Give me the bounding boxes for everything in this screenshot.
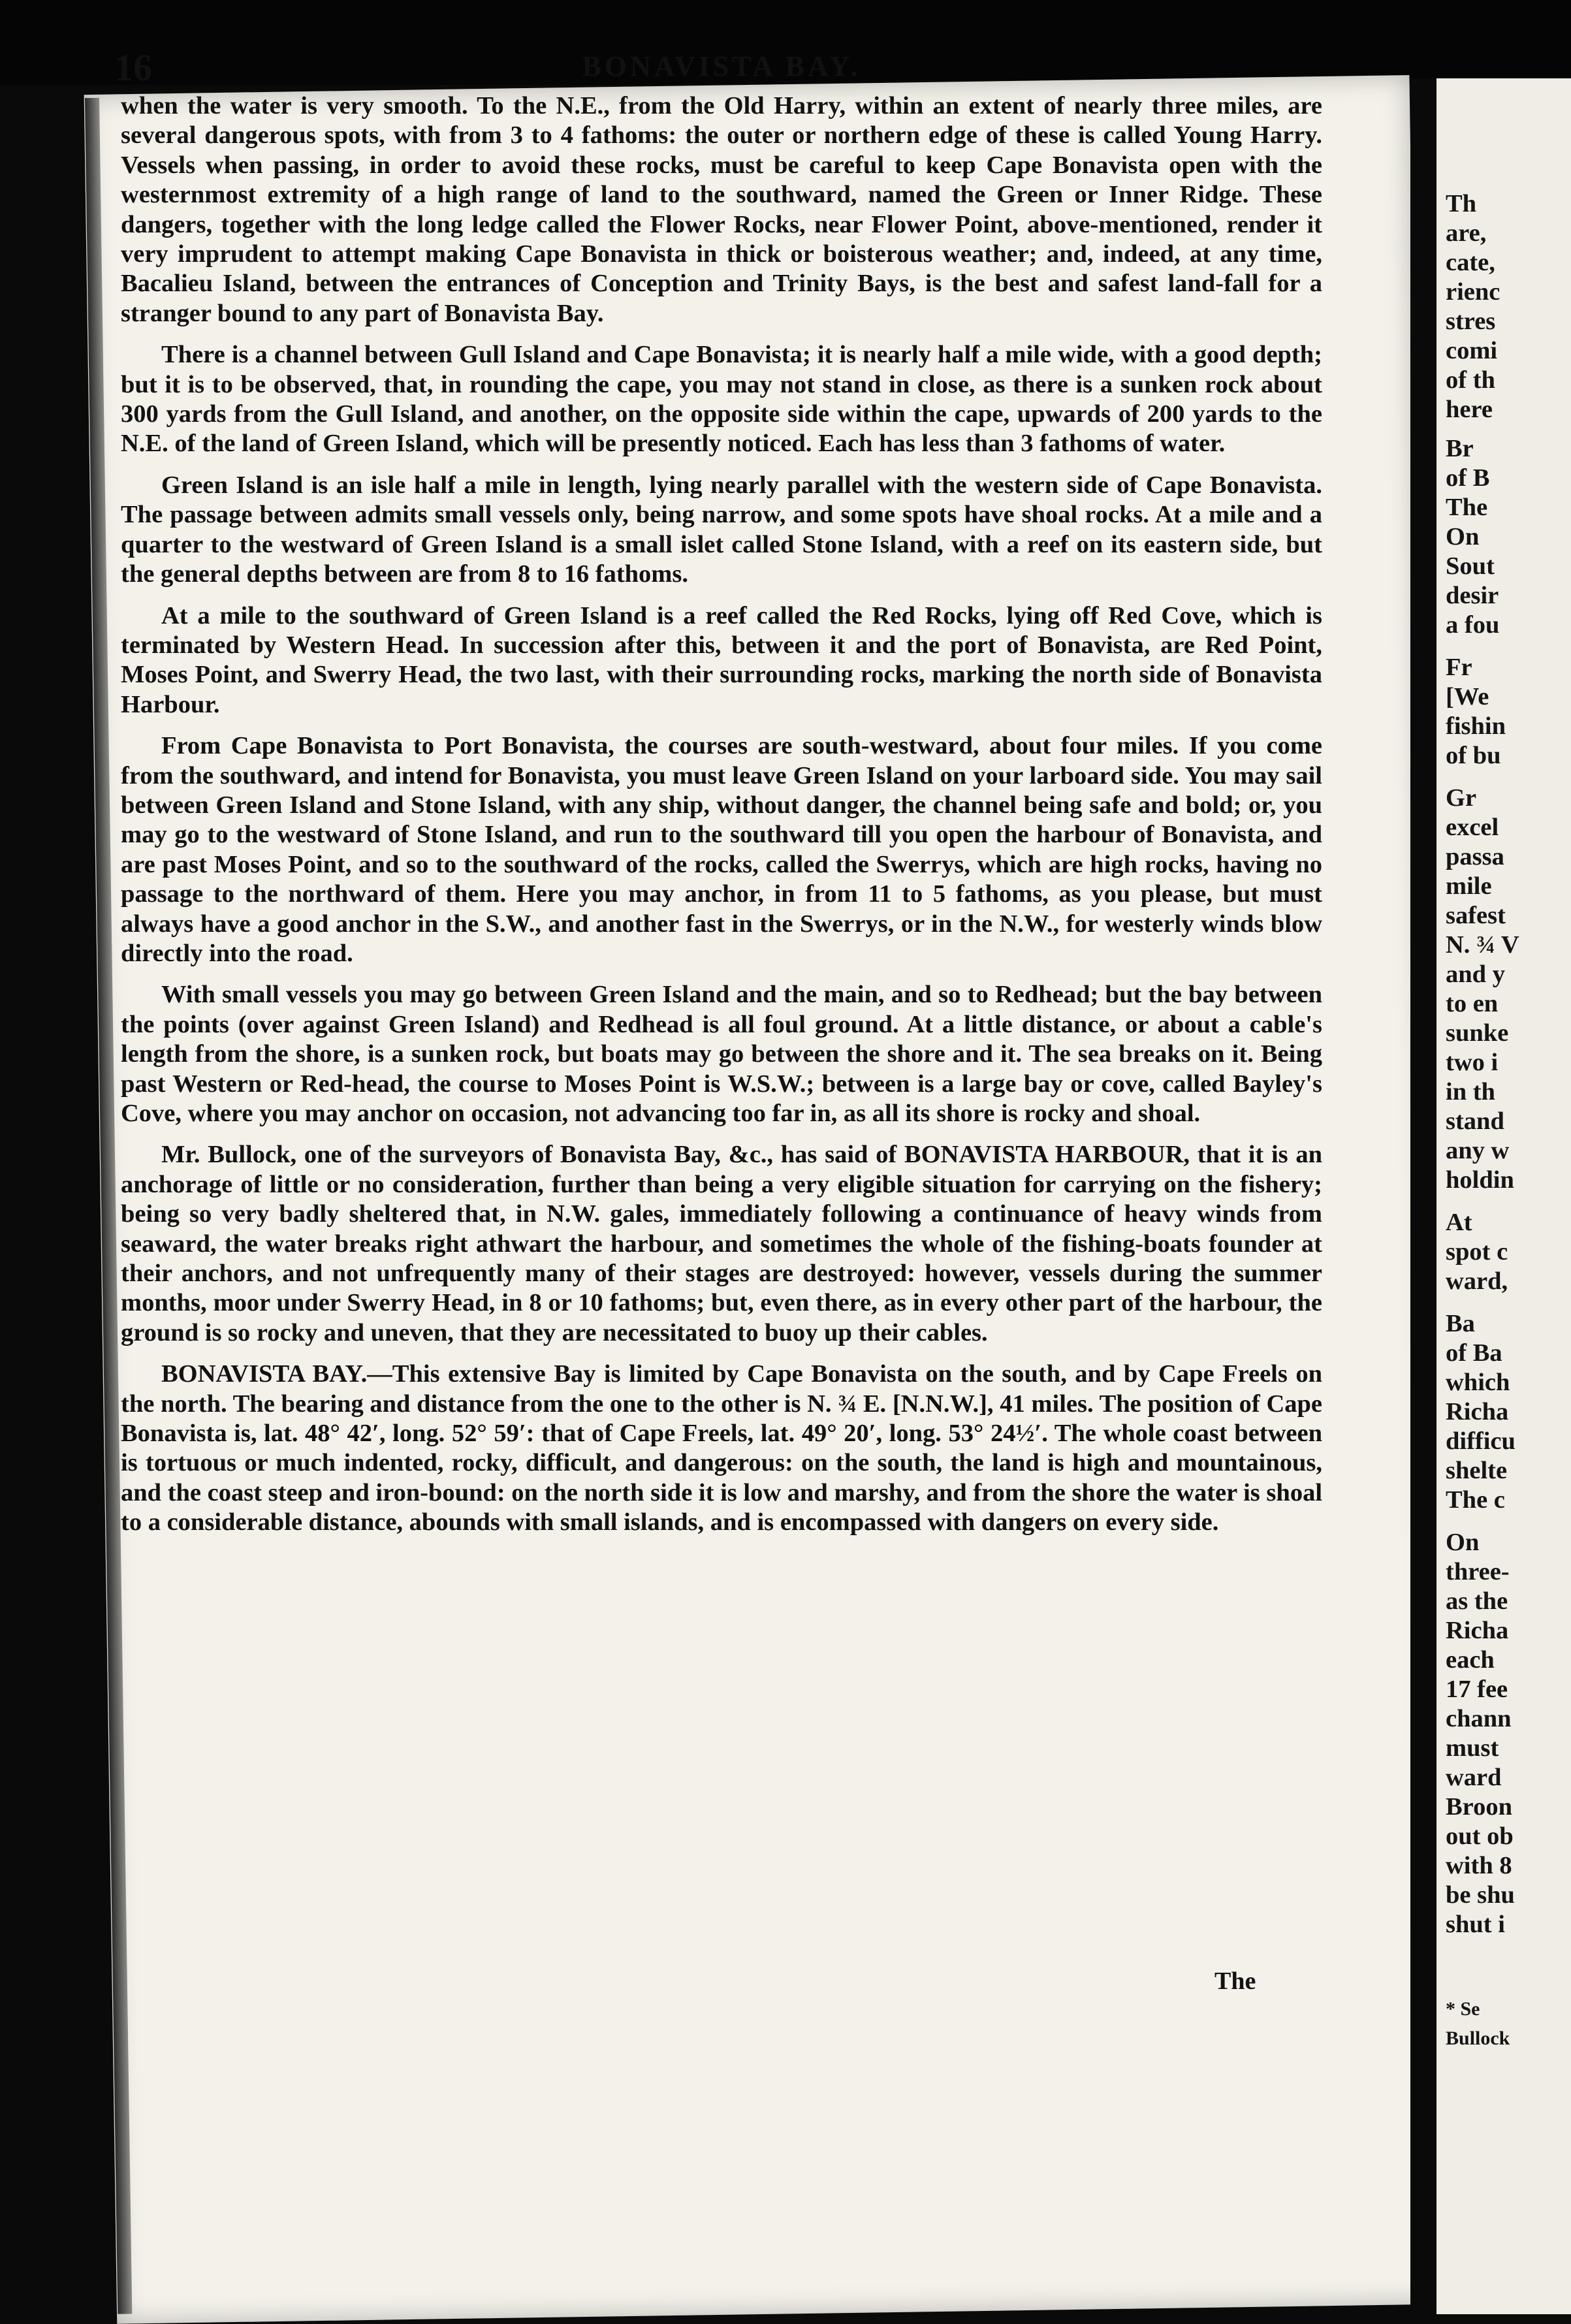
right-page-line: three-: [1446, 1558, 1510, 1585]
right-page-line: holdin: [1446, 1166, 1514, 1194]
paragraph: when the water is very smooth. To the N.E., from the Old Harry, within an extent of nearly three miles, are several dangerous spots, with from 3 to 4 fathoms: the outer or northern edge of these is called Young Harry. Vessels when passing, in order to avoid these rocks, must be careful to keep Cape Bonavista open with the westernmost extremity of a high range of land to the southward, named the Green or Inner Ridge. These dangers, together with the long ledge called the Flower Rocks, near Flower Point, above-mentioned, render it very imprudent to attempt making Cape Bonavista in thick or boisterous weather; and, indeed, at any time, Bacalieu Island, between the entrances of Conception and Trinity Bays, is the best and safest land-fall for a stranger bound to any part of Bonavista Bay.: [121, 92, 1322, 327]
right-page-line: Richa: [1446, 1398, 1509, 1425]
right-page-line: be shu: [1446, 1881, 1515, 1909]
book-gutter: [1410, 78, 1436, 2314]
running-title: BONAVISTA BAY.: [582, 50, 861, 82]
right-page-line: rienc: [1446, 278, 1500, 306]
right-page-line: Fr: [1446, 654, 1472, 681]
right-page-line: desir: [1446, 582, 1499, 609]
paragraph: BONAVISTA BAY.—This extensive Bay is limited by Cape Bonavista on the south, and by Cape Freels on the north. The bearing and distance from the one to the other is N. ¾ E. [N.N.W.], 41 miles. The position of Cape Bonavista is, lat. 48° 42′, long. 52° 59′: that of Cape Freels, lat. 49° 20′, long. 53° 24½′. The whole coast between is tortuous or much indented, rocky, difficult, and dangerous: on the south, the land is high and mountainous, and the coast steep and iron-bound: on the north side it is low and marshy, and from the shore the water is shoal to a considerable distance, abounds with small islands, and is encompassed with dangers on every side.: [121, 1360, 1323, 1536]
paragraph: Green Island is an isle half a mile in length, lying nearly parallel with the western side of Cape Bonavista. The passage between admits small vessels only, being narrow, and some spots have shoal rocks. At a mile and a quarter to the westward of Green Island is a small islet called Stone Island, with a reef on its eastern side, but the general depths between are from 8 to 16 fathoms.: [121, 471, 1322, 588]
paragraph: From Cape Bonavista to Port Bonavista, the courses are south-westward, about four miles. If you come from the southward, and intend for Bonavista, you must leave Green Island on your larboard side. You may sail between Green Island and Stone Island, with any ship, without danger, the channel being safe and bold; or, you may go to the westward of Stone Island, and run to the southward till you open the harbour of Bonavista, and are past Moses Point, and so to the southward of the rocks, called the Swerrys, which are high rocks, having no passage to the northward of them. Here you may anchor, in from 11 to 5 fathoms, as you please, but must always have a good anchor in the S.W., and another fast in the Swerrys, or in the N.W., for westerly winds blow directly into the road.: [121, 732, 1322, 967]
right-page-line: Ba: [1446, 1310, 1475, 1337]
right-page-line: in th: [1446, 1078, 1495, 1106]
catchword: The: [1214, 1967, 1256, 1995]
right-page-line: passa: [1446, 843, 1504, 870]
paragraph: At a mile to the southward of Green Island is a reef called the Red Rocks, lying off Red Cove, which is terminated by Western Head. In succession after this, between it and the port of Bonavista, are Red Point, Moses Point, and Swerry Head, the two last, with their surrounding rocks, marking the north side of Bonavista Harbour.: [121, 601, 1322, 718]
right-page-line: chann: [1446, 1705, 1512, 1732]
right-page-line: fishin: [1446, 712, 1506, 740]
right-page-line: comi: [1446, 337, 1498, 364]
right-page-line: two i: [1446, 1049, 1499, 1076]
right-page-line: sunke: [1446, 1019, 1509, 1047]
right-page-line: shelte: [1446, 1457, 1508, 1484]
right-page-line: must: [1446, 1734, 1499, 1762]
right-page-line: with 8: [1446, 1852, 1512, 1879]
page-header: [114, 46, 1329, 98]
paragraph: There is a channel between Gull Island and Cape Bonavista; it is nearly half a mile wide, with a good depth; but it is to be observed, that, in rounding the cape, you may not stand in close, as there is a sunken rock about 300 yards from the Gull Island, and another, on the opposite side within the cape, upwards of 200 yards to the N.E. of the land of Green Island, which will be presently noticed. Each has less than 3 fathoms of water.: [121, 341, 1322, 458]
body-text: [121, 91, 1322, 1550]
right-page-line: of bu: [1446, 742, 1501, 769]
right-page-line: stand: [1446, 1107, 1504, 1135]
right-page-line: spot c: [1446, 1238, 1508, 1265]
right-page-line: of th: [1446, 366, 1495, 394]
right-page-line: as the: [1446, 1587, 1508, 1615]
page-number: 16: [114, 46, 152, 89]
right-page-line: of B: [1446, 464, 1490, 492]
right-page-line: are,: [1446, 219, 1487, 247]
right-page-line: mile: [1446, 872, 1492, 900]
right-page-line: Br: [1446, 435, 1474, 462]
right-page-line: Th: [1446, 190, 1477, 217]
right-page-line: each: [1446, 1646, 1495, 1674]
paragraph: With small vessels you may go between Green Island and the main, and so to Redhead; but the bay between the points (over against Green Island) and Redhead is all foul ground. At a little distance, or about a cable's length from the shore, is a sunken rock, but boats may go between the shore and it. The sea breaks on it. Being past Western or Red-head, the course to Moses Point is W.S.W.; between is a large bay or cove, called Bayley's Cove, where you may anchor on occasion, not advancing too far in, as all its shore is rocky and shoal.: [121, 981, 1322, 1127]
right-page-line: On: [1446, 1529, 1480, 1556]
right-page-line: which: [1446, 1369, 1510, 1396]
right-page-line: Gr: [1446, 784, 1477, 812]
right-page-line: At: [1446, 1209, 1472, 1236]
right-page-line: N. ¾ V: [1446, 931, 1519, 959]
paragraph: Mr. Bullock, one of the surveyors of Bonavista Bay, &c., has said of BONAVISTA HARBOUR, that it is an anchorage of little or no consideration, further than being a very eligible situation for carrying on the fishery; being so very badly sheltered that, in N.W. gales, immediately following a continuance of heavy winds from seaward, the water breaks right athwart the harbour, and sometimes the whole of the fishing-boats founder at their anchors, and not unfrequently many of their stages are destroyed: however, vessels during the summer months, moor under Swerry Head, in 8 or 10 fathoms; but, even there, as in every other part of the harbour, the ground is so rocky and uneven, that they are necessitated to buoy up their cables.: [121, 1141, 1322, 1346]
right-page-line: Broon: [1446, 1793, 1512, 1821]
right-page-line: cate,: [1446, 249, 1495, 276]
right-page-line: here: [1446, 396, 1493, 423]
right-page-line: stres: [1446, 308, 1496, 335]
right-page-line: 17 fee: [1446, 1676, 1508, 1703]
right-page-line: excel: [1446, 814, 1499, 841]
right-page-line: ward,: [1446, 1267, 1508, 1295]
right-page-line: of Ba: [1446, 1339, 1502, 1367]
right-page-line: out ob: [1446, 1823, 1514, 1850]
right-page-line: Sout: [1446, 552, 1495, 580]
right-page-line: [We: [1446, 683, 1489, 710]
right-page-line: difficu: [1446, 1427, 1515, 1455]
right-page-line: ward: [1446, 1764, 1502, 1791]
right-page-line: safest: [1446, 902, 1506, 929]
right-page-line: and y: [1446, 961, 1505, 988]
right-page-line: a fou: [1446, 611, 1500, 639]
right-page-line: The c: [1446, 1486, 1505, 1514]
right-page-line: to en: [1446, 990, 1499, 1017]
right-page-line: The: [1446, 494, 1488, 521]
right-page-line: Richa: [1446, 1617, 1509, 1644]
right-page-line: any w: [1446, 1137, 1510, 1164]
right-page-line: On: [1446, 523, 1480, 550]
right-page-line: Bullock: [1446, 2028, 1510, 2049]
right-page-line: shut i: [1446, 1911, 1505, 1938]
right-page-line: * Se: [1446, 1998, 1480, 2020]
right-page-fragment: [1436, 78, 1571, 2314]
